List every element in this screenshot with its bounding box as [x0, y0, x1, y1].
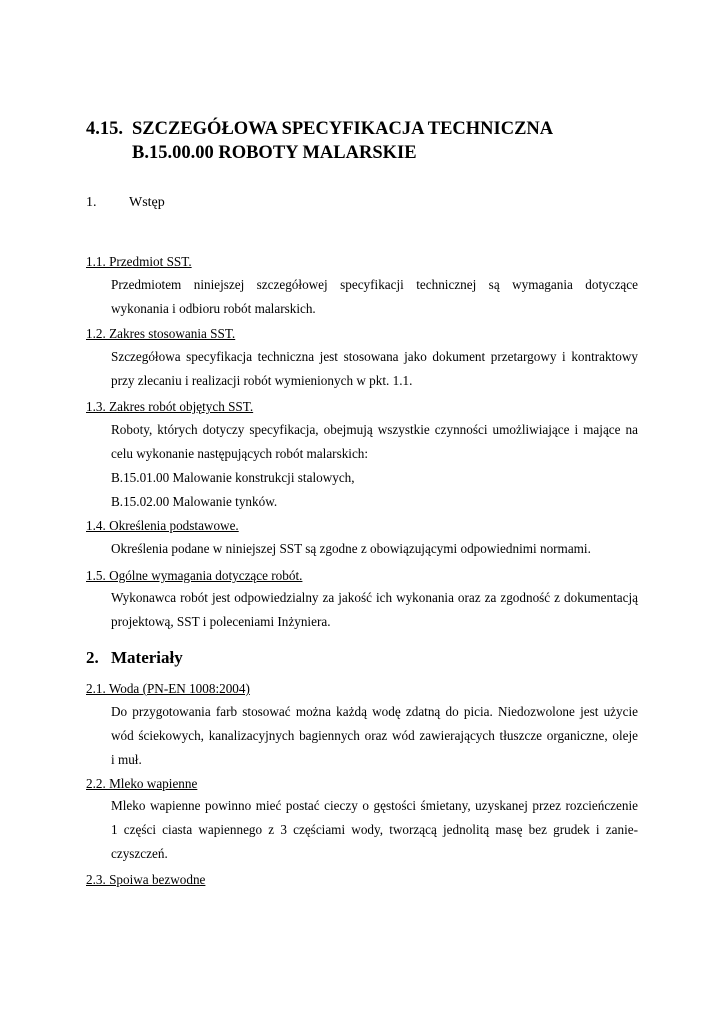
subsection-1-2-heading: 1.2. Zakres stosowania SST. [86, 326, 236, 341]
paragraph-line: Mleko wapienne powinno mieć postać cieczy o gęstości śmietany, uzyskanej przez rozcieńczenie [111, 798, 638, 813]
subsection-2-1-paragraph [111, 700, 638, 772]
subsection-1-2-paragraph [111, 345, 638, 393]
subsection-1-1-heading: 1.1. Przedmiot SST. [86, 254, 192, 269]
paragraph-line: Roboty, których dotyczy specyfikacja, obejmują wszystkie czynności umożliwiające i mające na [111, 422, 638, 437]
subsection-1-4-heading: 1.4. Określenia podstawowe. [86, 518, 239, 533]
section-1-number: 1. [86, 195, 97, 210]
paragraph-line: Przedmiotem niniejszej szczegółowej specyfikacji technicznej są wymagania dotyczące [111, 277, 638, 292]
document-title-line-2: B.15.00.00 ROBOTY MALARSKIE [132, 143, 417, 163]
subsection-1-3-paragraph [111, 418, 638, 514]
paragraph-line: i muł. [111, 752, 142, 767]
subsection-1-4-paragraph [111, 537, 638, 561]
list-item: B.15.01.00 Malowanie konstrukcji stalowych, [111, 470, 355, 485]
section-2-number: 2. [86, 648, 99, 667]
subsection-2-2-heading: 2.2. Mleko wapienne [86, 776, 198, 791]
section-2-label: Materiały [111, 648, 183, 667]
paragraph-line: 1 części ciasta wapiennego z 3 częściami wody, tworzącą jednolitą masę bez grudek i zanie- [111, 822, 638, 837]
paragraph-line: Określenia podane w niniejszej SST są zgodne z obowiązującymi odpowiednimi normami. [111, 541, 591, 556]
subsection-1-5-paragraph [111, 586, 638, 634]
paragraph-line: Szczegółowa specyfikacja techniczna jest stosowana jako dokument przetargowy i kontraktowy [111, 349, 638, 364]
subsection-2-1-heading: 2.1. Woda (PN-EN 1008:2004) [86, 681, 250, 696]
paragraph-line: celu wykonanie następujących robót malarskich: [111, 446, 369, 461]
section-1-label: Wstęp [129, 195, 165, 210]
subsection-2-2-paragraph [111, 794, 638, 866]
subsection-2-3-heading: 2.3. Spoiwa bezwodne [86, 872, 206, 887]
paragraph-line: wykonania i odbioru robót malarskich. [111, 301, 316, 316]
paragraph-line: projektową, SST i poleceniami Inżyniera. [111, 614, 331, 629]
title-number: 4.15. [86, 119, 123, 139]
section-2-heading [86, 648, 183, 668]
list-item: B.15.02.00 Malowanie tynków. [111, 494, 278, 509]
subsection-1-3-heading: 1.3. Zakres robót objętych SST. [86, 399, 254, 414]
title-text: SZCZEGÓŁOWA SPECYFIKACJA TECHNICZNA [132, 119, 554, 139]
subsection-1-5-heading: 1.5. Ogólne wymagania dotyczące robót. [86, 568, 303, 583]
paragraph-line: Wykonawca robót jest odpowiedzialny za jakość ich wykonania oraz za zgodność z dokumentacją [111, 590, 638, 605]
paragraph-line: czyszczeń. [111, 846, 168, 861]
paragraph-line: Do przygotowania farb stosować można każdą wodę zdatną do picia. Niedozwolone jest użycie [111, 704, 638, 719]
document-title-line-1 [86, 118, 553, 140]
section-1-heading [86, 195, 165, 211]
paragraph-line: przy zlecaniu i realizacji robót wymienionych w pkt. 1.1. [111, 373, 413, 388]
subsection-1-1-paragraph [111, 273, 638, 321]
paragraph-line: wód ściekowych, kanalizacyjnych bagiennych oraz wód zawierających tłuszcze organiczne, oleje [111, 728, 638, 743]
